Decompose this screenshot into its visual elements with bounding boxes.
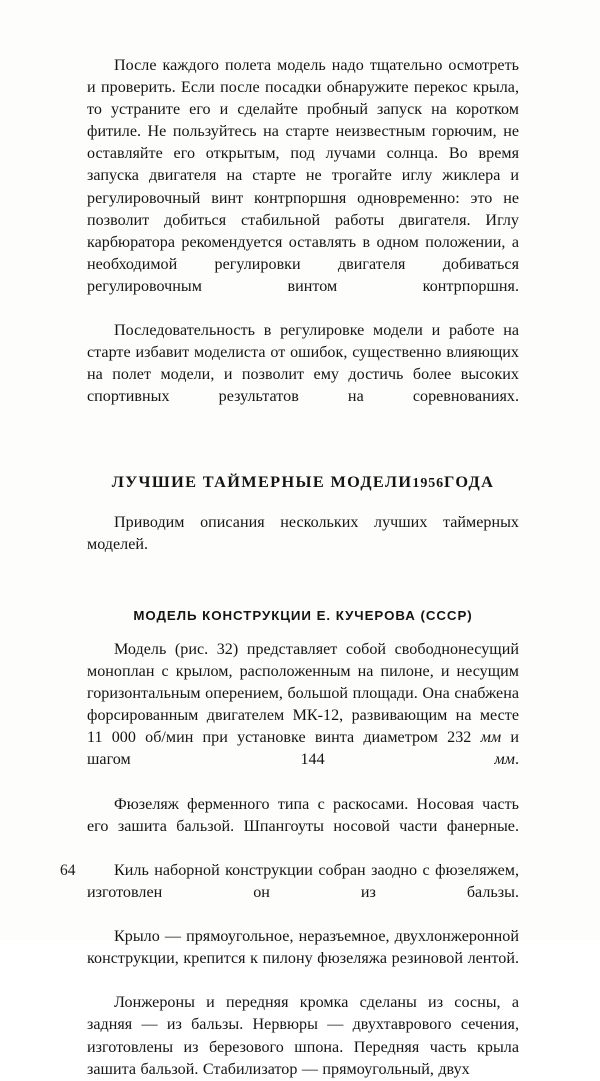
text-column (87, 55, 519, 1081)
paragraph-fuselage: Фюзеляж ферменного типа с раскосами. Носовая часть его зашита бальзой. Шпангоуты носовой части фанерные. (87, 795, 519, 835)
page-number: 64 (60, 862, 76, 879)
model-overview-text-b: и шагом 144 (87, 729, 519, 769)
unit-millimeters-pitch: мм (494, 751, 515, 769)
spacer-after-sub-heading (87, 624, 519, 639)
section-heading-prefix: ЛУЧШИЕ ТАЙМЕРНЫЕ МОДЕЛИ (111, 471, 413, 491)
paragraph-spars: Лонжероны и передняя кромка сделаны из сосны, а задняя — из бальзы. Нервюры — двухтаврового сечения, изготовлены из березового шпона. Передняя часть крыла зашита бальзой. Стабилизатор — прямоугольный, двух (87, 994, 519, 1078)
section-heading-year: 1956 (412, 475, 445, 491)
spacer-before-sub-heading (87, 578, 519, 607)
paragraph-wing: Крыло — прямоугольное, неразъемное, двухлонжеронной конструкции, крепится к пилону фюзеляжа резиновой лентой. (87, 928, 519, 968)
paragraph-model-overview (87, 639, 519, 794)
model-overview-text-c: . (514, 751, 519, 769)
paragraph-section-intro: Приводим описания нескольких лучших таймерных моделей. (87, 513, 519, 553)
section-heading-suffix: ГОДА (444, 471, 495, 491)
section-heading (87, 472, 519, 494)
unit-millimeters-diameter: мм (480, 729, 502, 747)
spacer-after-section-heading (87, 494, 519, 512)
model-overview-text-a: Модель (рис. 32) представляет собой свободнонесущий моноплан с крылом, расположенным на пилоне, и несущим горизонтальным оперением, большой площади. Она снабжена форсированным двигателем МК-12, развивающим на месте 11 000 об/мин при установке винта диаметром 232 (87, 640, 519, 747)
model-sub-heading: МОДЕЛЬ КОНСТРУКЦИИ Е. КУЧЕРОВА (СССР) (133, 607, 473, 623)
paragraph-sequence-adjustment: Последовательность в регулировке модели и работе на старте избавит моделиста от ошибок, существенно влияющих на полет модели, и позволит ему достичь более высоких спортивных результатов на соревнованиях. (87, 322, 519, 406)
spacer-before-section-heading (87, 431, 519, 472)
paragraph-keel: Киль наборной конструкции собран заодно с фюзеляжем, изготовлен он из бальзы. (87, 861, 519, 901)
paragraph-after-flight-check: После каждого полета модель надо тщательно осмотреть и проверить. Если после посадки обнаружите перекос крыла, то устраните его и сделайте пробный запуск на коротком фитиле. Не пользуйтесь на старте неизвестным горючим, не оставляйте его открытым, под лучами солнца. Во время запуска двигателя на старте не трогайте иглу жиклера и регулировочный винт контрпоршня одновременно: это не позволит добиться стабильной работы двигателя. Иглу карбюратора рекомендуется оставлять в одном положении, а необходимой регулировки двигателя добиваться регулировочным винтом контрпоршня. (87, 57, 519, 295)
